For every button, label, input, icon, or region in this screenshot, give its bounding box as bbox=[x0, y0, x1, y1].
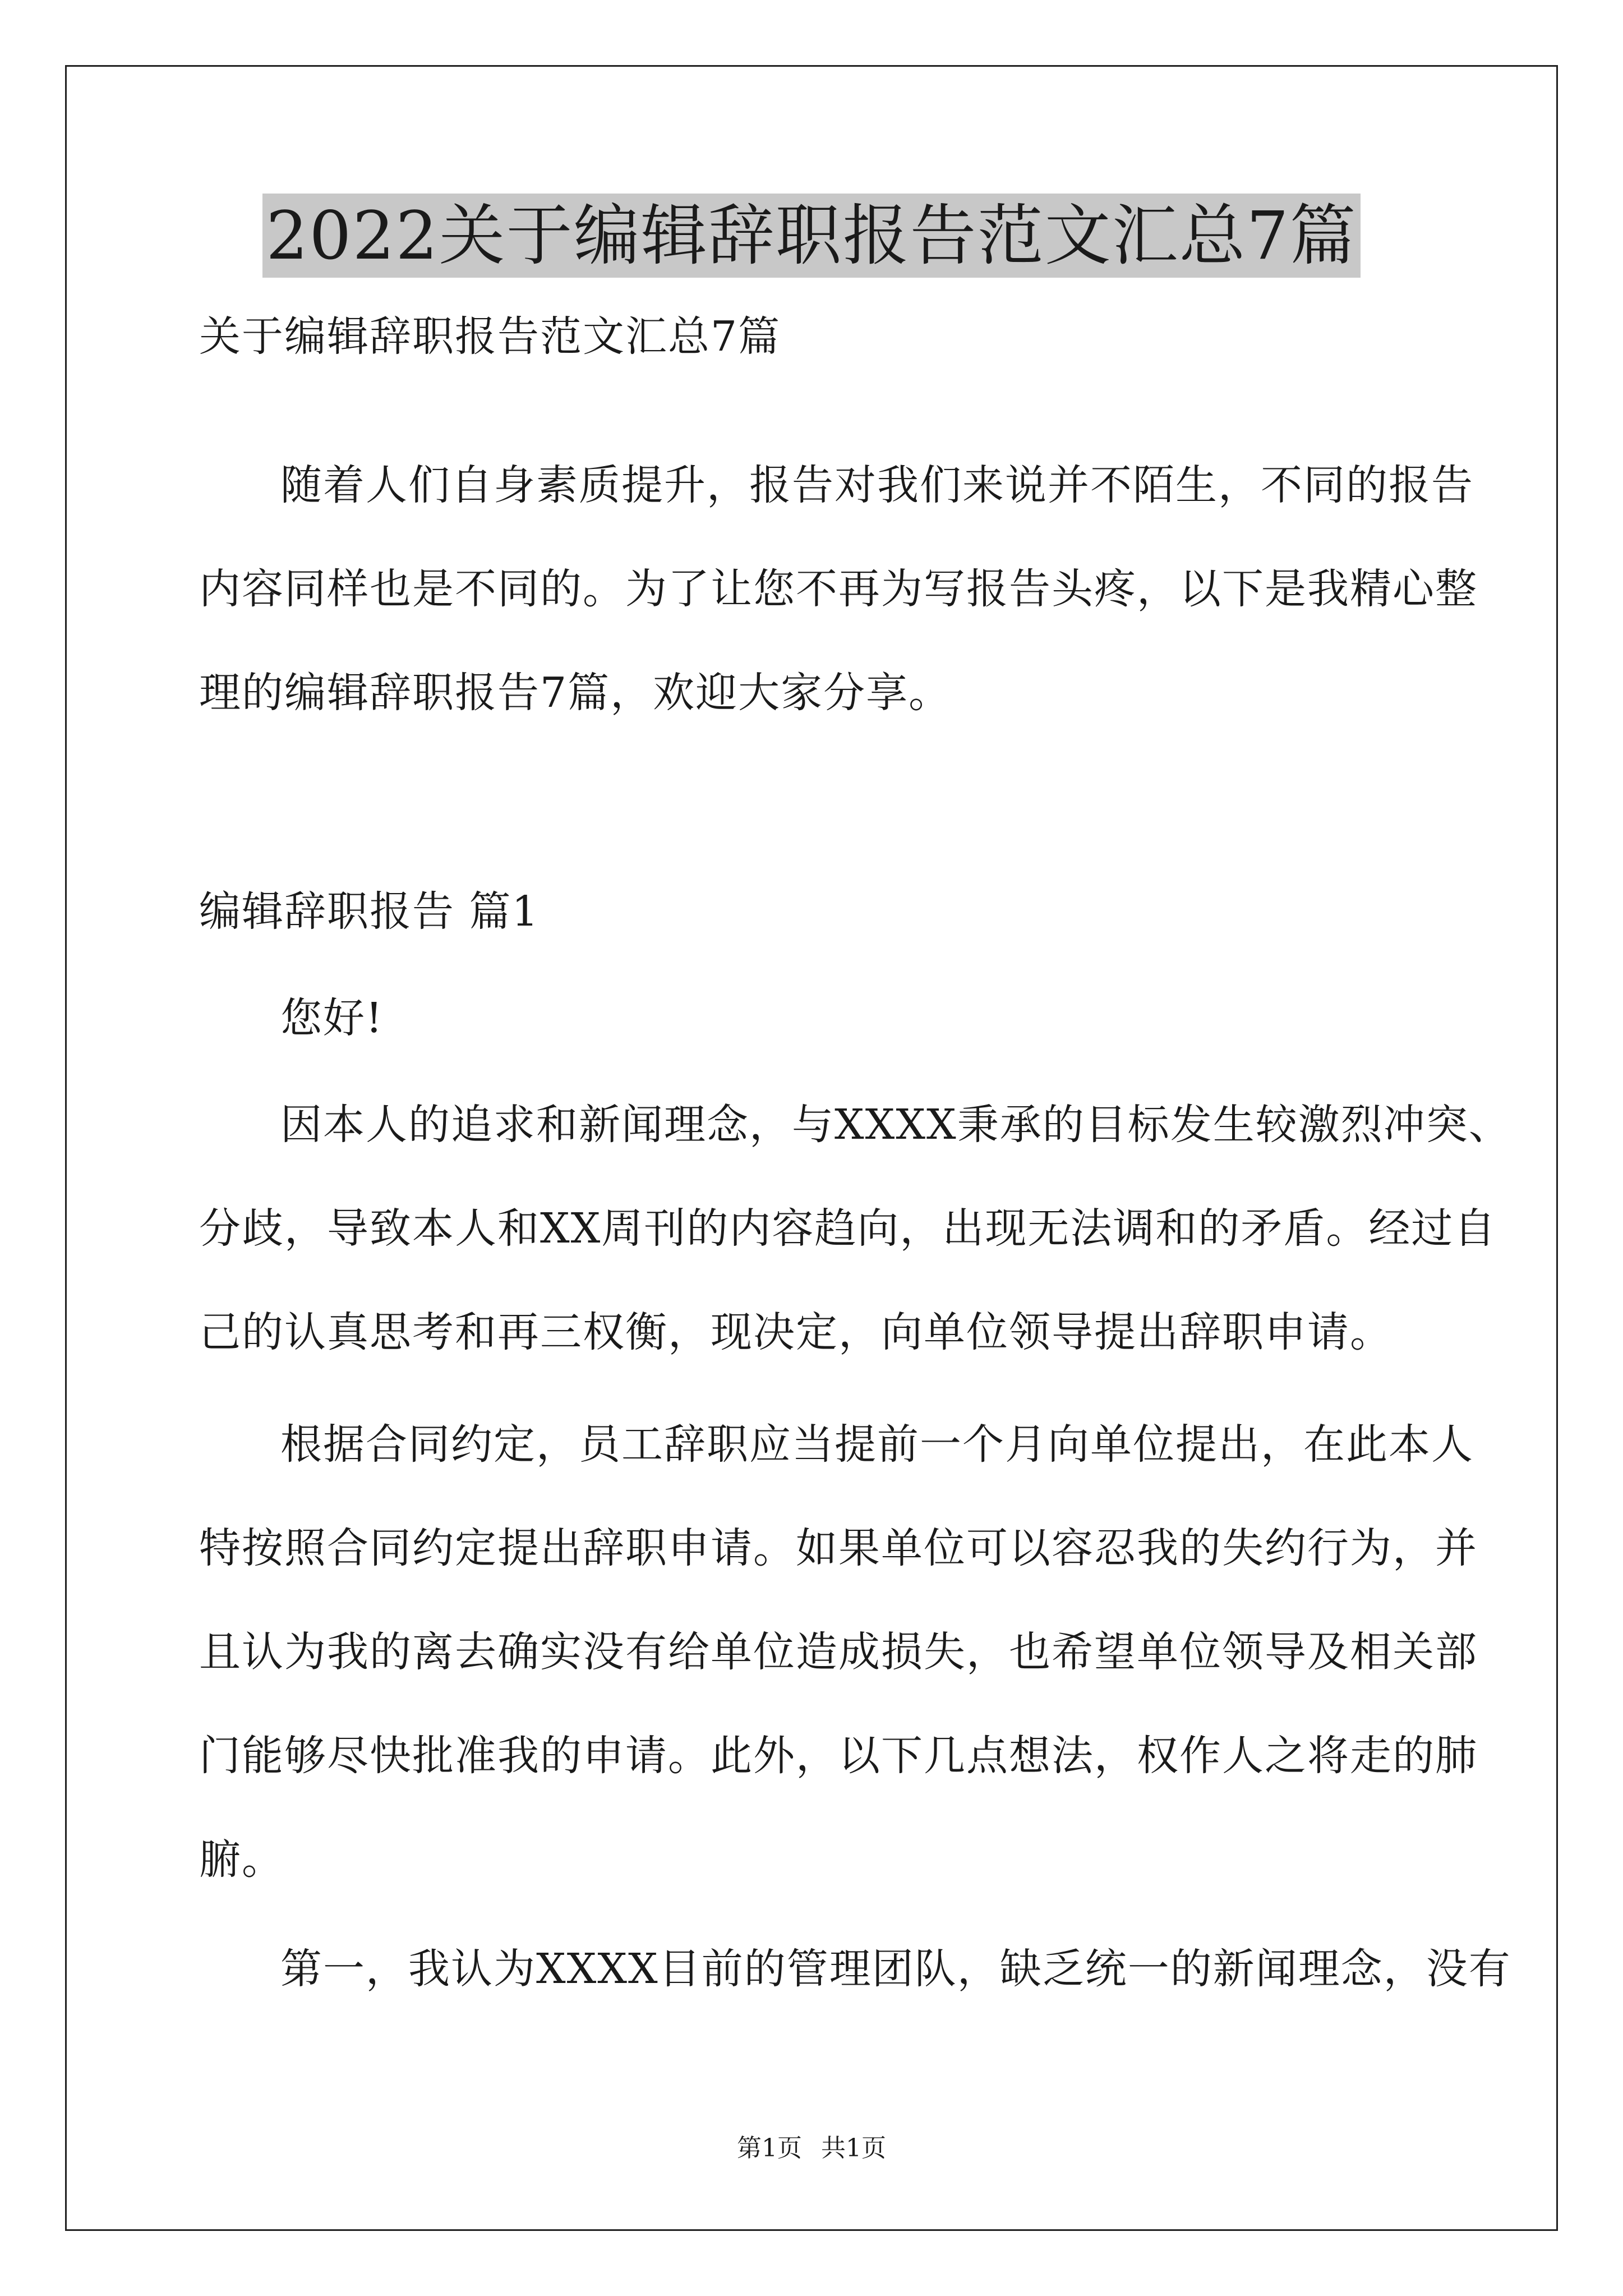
paragraph1-line-1: 因本人的追求和新闻理念，与XXXX秉承的目标发生较激烈冲突、 bbox=[280, 1101, 1511, 1149]
intro-line-1: 随着人们自身素质提升，报告对我们来说并不陌生，不同的报告 bbox=[280, 461, 1474, 509]
paragraph1-line-2: 分歧，导致本人和XX周刊的内容趋向，出现无法调和的矛盾。经过自 bbox=[199, 1204, 1497, 1253]
paragraph2-line-2: 特按照合同约定提出辞职申请。如果单位可以容忍我的失约行为，并 bbox=[199, 1524, 1478, 1572]
paragraph2-line-3: 且认为我的离去确实没有给单位造成损失，也希望单位领导及相关部 bbox=[199, 1628, 1478, 1676]
document-subtitle: 关于编辑辞职报告范文汇总7篇 bbox=[199, 312, 781, 361]
section-heading: 编辑辞职报告 篇1 bbox=[199, 887, 540, 936]
intro-line-2: 内容同样也是不同的。为了让您不再为写报告头疼，以下是我精心整 bbox=[199, 565, 1478, 613]
paragraph2-line-4: 门能够尽快批准我的申请。此外，以下几点想法，权作人之将走的肺 bbox=[199, 1732, 1478, 1780]
page-number: 第1页 bbox=[737, 2134, 802, 2162]
document-title: 2022关于编辑辞职报告范文汇总7篇 bbox=[262, 194, 1360, 278]
paragraph2-line-5: 腑。 bbox=[199, 1835, 284, 1884]
intro-line-3: 理的编辑辞职报告7篇，欢迎大家分享。 bbox=[199, 669, 952, 717]
paragraph2-line-1: 根据合同约定，员工辞职应当提前一个月向单位提出，在此本人 bbox=[280, 1420, 1474, 1469]
greeting: 您好! bbox=[280, 994, 384, 1042]
paragraph3-line-1: 第一，我认为XXXX目前的管理团队，缺乏统一的新闻理念，没有 bbox=[280, 1945, 1511, 1993]
page-footer bbox=[0, 2132, 1623, 2165]
page-total: 共1页 bbox=[821, 2134, 886, 2162]
paragraph1-line-3: 己的认真思考和再三权衡，现决定，向单位领导提出辞职申请。 bbox=[199, 1308, 1393, 1356]
title-wrapper bbox=[0, 194, 1623, 278]
